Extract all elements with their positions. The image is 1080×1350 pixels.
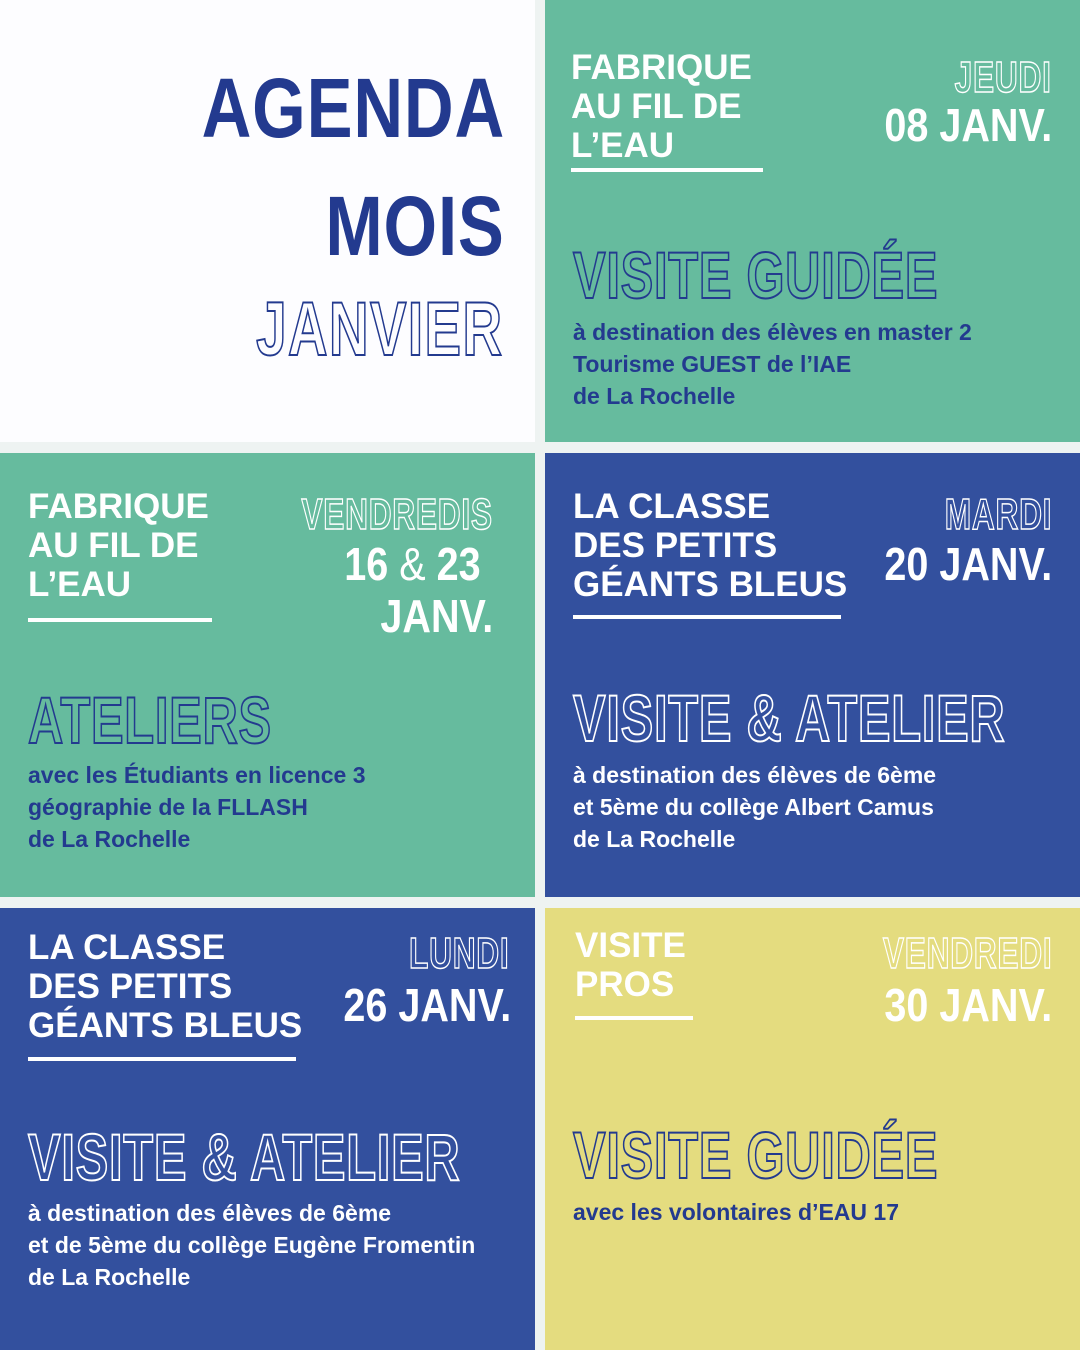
event-description: avec les volontaires d’EAU 17 [573,1199,899,1225]
event-card-petits-geants-20 [545,453,1080,897]
event-description: à destination des élèves de 6ème et 5ème du collège Albert Camus de La Rochelle [573,762,937,852]
event-venue: FABRIQUE AU FIL DE L’EAU [28,487,209,604]
event-date-month: JANV. [380,590,493,642]
event-card-petits-geants-26 [0,908,535,1350]
event-date-days [344,538,481,590]
title-panel [0,0,535,442]
event-activity: VISITE & ATELIER [573,681,1006,755]
event-date: 20 JANV. [884,538,1052,590]
event-description: à destination des élèves en master 2 Tourisme GUEST de l’IAE de La Rochelle [573,319,972,409]
event-description: à destination des élèves de 6ème et de 5ème du collège Eugène Fromentin de La Rochelle [28,1200,476,1290]
event-date: 26 JANV. [343,979,511,1031]
event-card-fabrique-08 [545,0,1080,442]
event-day: JEUDI [955,53,1052,102]
event-venue: LA CLASSE DES PETITS GÉANTS BLEUS [573,487,848,604]
event-card-visite-pros-30 [545,908,1080,1350]
venue-underline [573,615,841,619]
event-activity: VISITE GUIDÉE [573,238,939,312]
title-agenda: AGENDA [201,61,505,155]
event-venue: VISITE PROS [575,926,686,1004]
event-activity: ATELIERS [28,683,272,757]
title-month: JANVIER [255,287,503,372]
event-date-amp: & [399,538,427,590]
title-mois: MOIS [325,179,505,273]
event-date: 30 JANV. [884,979,1052,1031]
event-activity: VISITE & ATELIER [28,1120,461,1194]
event-venue: LA CLASSE DES PETITS GÉANTS BLEUS [28,928,303,1045]
venue-underline [575,1016,693,1020]
event-activity: VISITE GUIDÉE [573,1118,939,1192]
event-date: 08 JANV. [884,99,1052,151]
event-day: MARDI [944,490,1052,539]
event-description: avec les Étudiants en licence 3 géographie de la FLLASH de La Rochelle [28,762,366,852]
venue-underline [28,618,212,622]
event-venue: FABRIQUE AU FIL DE L’EAU [571,48,752,165]
event-date-second: 23 [436,538,481,590]
event-date-first: 16 [344,538,389,590]
event-day: LUNDI [408,929,509,978]
event-day: VENDREDIS [301,490,493,539]
venue-underline [28,1057,296,1061]
venue-underline [571,168,763,172]
event-card-fabrique-16-23 [0,453,535,897]
event-day: VENDREDI [882,929,1052,978]
